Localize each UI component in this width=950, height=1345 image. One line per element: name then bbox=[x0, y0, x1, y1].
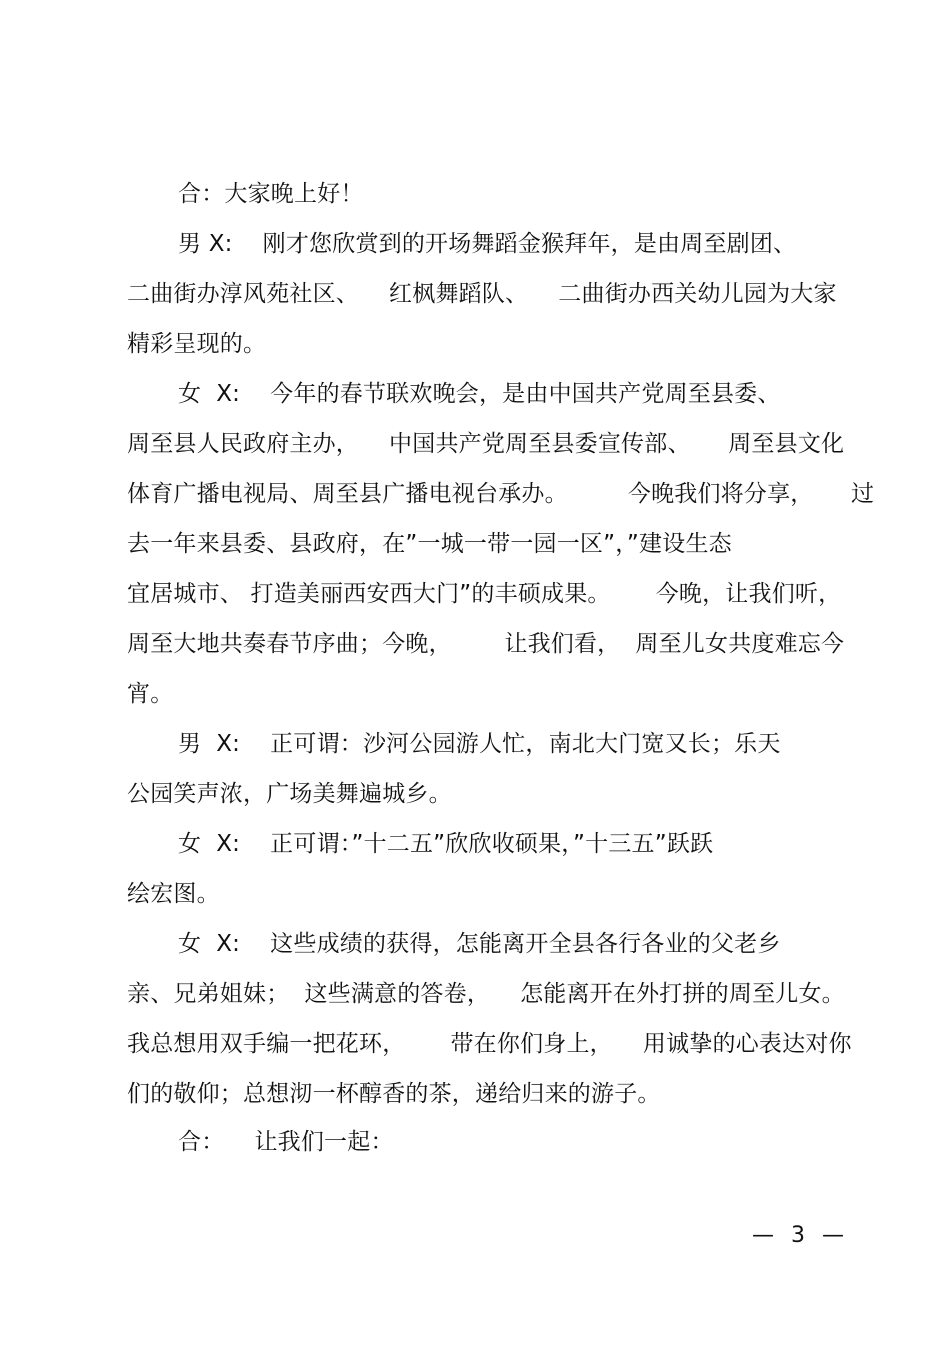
page-number: — 3 — bbox=[752, 1223, 845, 1248]
text-line: 我总想用双手编一把花环， 带在你们身上， 用诚挚的心表达对你 bbox=[127, 1031, 852, 1057]
text-line: 公园笑声浓，广场美舞遍城乡。 bbox=[127, 781, 452, 807]
text-line: 宜居城市、 打造美丽西安西大门”的丰硕成果。 今晚，让我们听， bbox=[127, 581, 842, 607]
text-line: 们的敬仰；总想沏一杯醇香的茶，递给归来的游子。 bbox=[127, 1081, 661, 1107]
text-line: 绘宏图。 bbox=[127, 881, 220, 907]
text-line: 体育广播电视局、周至县广播电视台承办。 今晚我们将分享， 过 bbox=[127, 481, 875, 507]
text-line: 去一年来县委、县政府，在”一城一带一园一区”，”建设生态 bbox=[127, 531, 732, 557]
text-line: 宵。 bbox=[127, 681, 174, 707]
text-line: 男 X: 正可谓：沙河公园游人忙，南北大门宽又长；乐天 bbox=[178, 731, 781, 757]
text-line: 精彩呈现的。 bbox=[127, 331, 267, 357]
text-line: 合： 让我们一起： bbox=[178, 1129, 394, 1155]
text-line: 合：大家晚上好！ bbox=[178, 181, 364, 207]
text-line: 女 X: 今年的春节联欢晚会，是由中国共产党周至县委、 bbox=[178, 381, 781, 407]
text-line: 周至大地共奏春节序曲；今晚， 让我们看， 周至儿女共度难忘今 bbox=[127, 631, 845, 657]
text-line: 二曲街办淳风苑社区、 红枫舞蹈队、 二曲街办西关幼儿园为大家 bbox=[127, 281, 837, 307]
text-line: 男 X: 刚才您欣赏到的开场舞蹈金猴拜年，是由周至剧团、 bbox=[178, 231, 797, 257]
text-line: 女 X: 这些成绩的获得，怎能离开全县各行各业的父老乡 bbox=[178, 931, 781, 957]
text-line: 亲、兄弟姐妹； 这些满意的答卷， 怎能离开在外打拼的周至儿女。 bbox=[127, 981, 845, 1007]
text-line: 周至县人民政府主办， 中国共产党周至县委宣传部、 周至县文化 bbox=[127, 431, 845, 457]
text-line: 女 X: 正可谓：”十二五”欣欣收硕果，”十三五”跃跃 bbox=[178, 831, 714, 857]
